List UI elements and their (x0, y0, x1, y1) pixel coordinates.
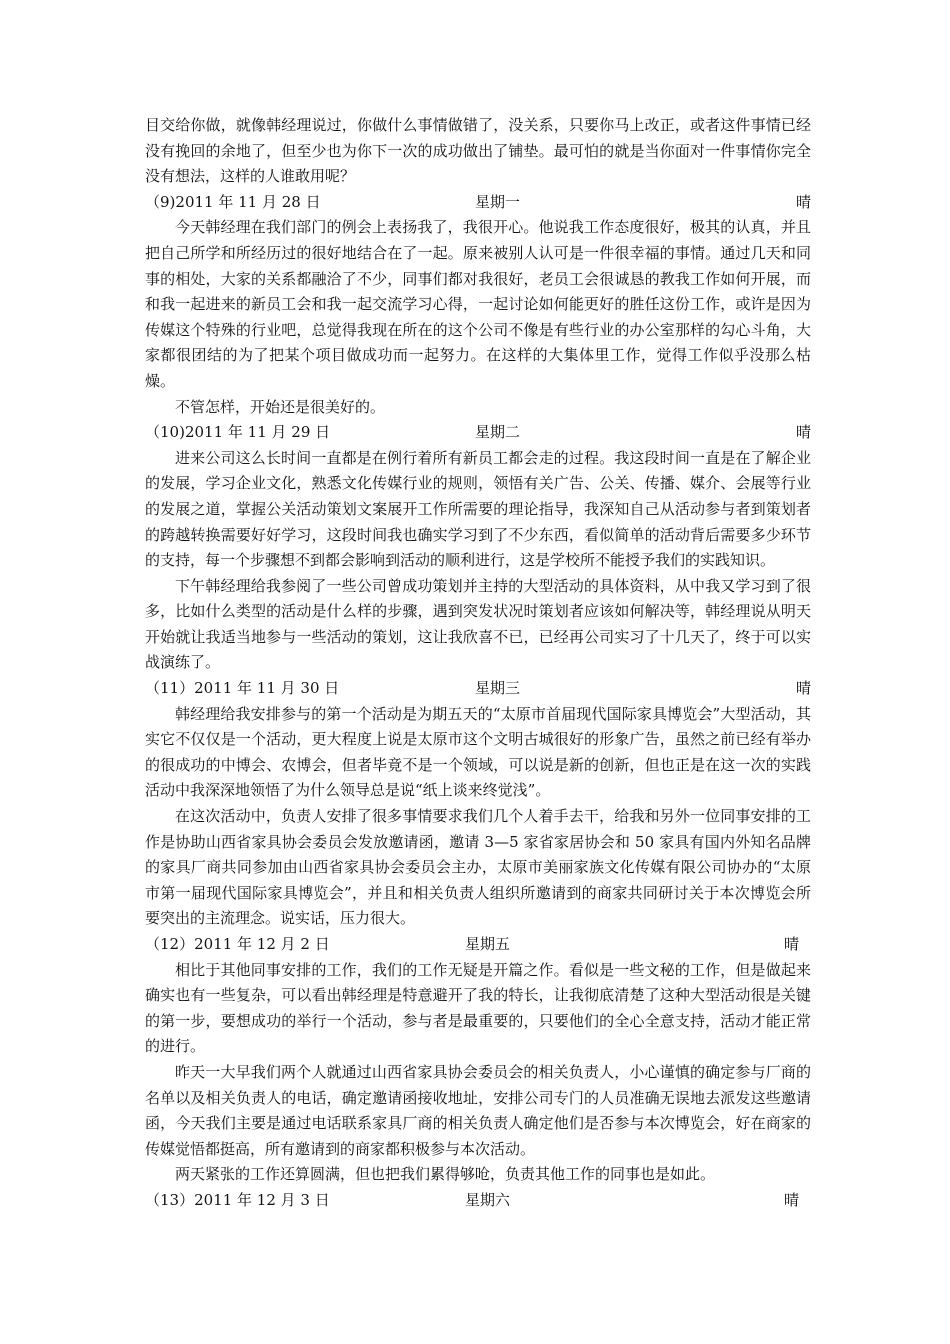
entry-weekday: 星期六 (465, 1190, 511, 1209)
entry-paragraph: 两天紧张的工作还算圆满，但也把我们累得够呛，负责其他工作的同事也是如此。 (175, 1165, 716, 1184)
diary-entry-header (145, 932, 811, 958)
entry-weather: 晴 (795, 192, 811, 211)
diary-entry-header (145, 676, 811, 702)
entry-date: （13）2011 年 12 月 3 日 (145, 1190, 330, 1209)
entry-weekday: 星期五 (465, 935, 511, 953)
entry-weather: 晴 (783, 935, 799, 953)
entry-weekday: 星期一 (475, 192, 521, 211)
entry-paragraph: 相比于其他同事安排的工作，我们的工作无疑是开篇之作。看似是一些文秘的工作，但是做起来确实也有一些复杂，可以看出韩经理是特意避开了我的特长，让我彻底清楚了这种大型活动很是关键的第一步，要想成功的举行一个活动，参与者是最重要的，只要他们的全心全意支持，活动才能正常的进行。 (145, 960, 811, 1056)
diary-entry-header (145, 1188, 811, 1214)
opening-paragraph: 目交给你做，就像韩经理说过，你做什么事情做错了，没关系，只要你马上改正，或者这件事情已经没有挽回的余地了，但至少也为你下一次的成功做出了铺垫。最可怕的就是当你面对一件事情你完全没有想法，这样的人谁敢用呢？ (145, 116, 811, 186)
entry-date: （9)2011 年 11 月 28 日 (145, 192, 321, 211)
entry-weekday: 星期二 (475, 423, 521, 442)
entry-paragraph: 下午韩经理给我参阅了一些公司曾成功策划并主持的大型活动的具体资料，从中我又学习到了很多，比如什么类型的活动是什么样的步骤，遇到突发状况时策划者应该如何解决等，韩经理说从明天开始就让我适当地参与一些活动的策划，这让我欣喜不已，已经再公司实习了十几天了，终于可以实战演练了。 (145, 576, 811, 672)
diary-entry-header (145, 190, 811, 216)
entry-paragraph: 进来公司这么长时间一直都是在例行着所有新员工都会走的过程。我这段时间一直是在了解企业的发展，学习企业文化，熟悉文化传媒行业的规则，领悟有关广告、公关、传播、媒介、会展等行业的发展之道，掌握公关活动策划文案展开工作所需要的理论指导，我深知自己从活动参与者到策划者的跨越转换需要好好学习，这段时间我也确实学习到了不少东西，看似简单的活动背后需要多少环节的支持，每一个步骤想不到都会影响到活动的顺利进行，这是学校所不能授予我们的实践知识。 (145, 448, 811, 570)
entry-date: （12）2011 年 12 月 2 日 (145, 935, 330, 953)
entry-paragraph: 在这次活动中，负责人安排了很多事情要求我们几个人着手去干，给我和另外一位同事安排的工作是协助山西省家具协会委员会发放邀请函，邀请 3—5 家省家居协会和 50 家具有国内外知名品牌的家具厂商共同参加由山西省家具协会委员会主办，太原市美丽家族文化传媒有限公司协办的“太原市第一届现代国际家具博览会”，并且和相关负责人组织所邀请到的商家共同研讨关于本次博览会所要突出的主流理念。说实话，压力很大。 (145, 807, 811, 928)
document-page (145, 113, 811, 1214)
entry-weather: 晴 (783, 1190, 799, 1209)
entry-weather: 晴 (795, 679, 811, 698)
entry-paragraph: 韩经理给我安排参与的第一个活动是为期五天的“太原市首届现代国际家具博览会”大型活动，其实它不仅仅是一个活动，更大程度上说是太原市这个文明古城很好的形象广告，虽然之前已经有举办的很成功的中博会、农博会，但者毕竟不是一个领域，可以说是新的创新，但也正是在这一次的实践活动中我深深地领悟了为什么领导总是说“纸上谈来终觉浅”。 (145, 704, 811, 800)
entry-date: （10)2011 年 11 月 29 日 (145, 423, 331, 442)
entry-paragraph: 昨天一大早我们两个人就通过山西省家具协会委员会的相关负责人，小心谨慎的确定参与厂商的名单以及相关负责人的电话，确定邀请函接收地址，安排公司专门的人员准确无误地去派发这些邀请函，今天我们主要是通过电话联系家具厂商的相关负责人确定他们是否参与本次博览会，好在商家的传媒觉悟都挺高，所有邀请到的商家都积极参与本次活动。 (145, 1062, 811, 1158)
entry-weekday: 星期三 (475, 679, 521, 698)
diary-entry-header (145, 420, 811, 446)
entry-paragraph: 不管怎样，开始还是很美好的。 (175, 397, 386, 416)
entry-weather: 晴 (795, 423, 811, 442)
entry-date: （11）2011 年 11 月 30 日 (145, 679, 340, 698)
entry-paragraph: 今天韩经理在我们部门的例会上表扬我了，我很开心。他说我工作态度很好，极其的认真，并且把自己所学和所经历过的很好地结合在了一起。原来被别人认可是一件很幸福的事情。通过几天和同事的相处，大家的关系都融洽了不少，同事们都对我很好，老员工会很诚恳的教我工作如何开展，而和我一起进来的新员工会和我一起交流学习心得，一起讨论如何能更好的胜任这份工作，或许是因为传媒这个特殊的行业吧，总觉得我现在所在的这个公司不像是有些行业的办公室那样的勾心斗角，大家都很团结的为了把某个项目做成功而一起努力。在这样的大集体里工作，觉得工作似乎没那么枯燥。 (145, 218, 811, 390)
